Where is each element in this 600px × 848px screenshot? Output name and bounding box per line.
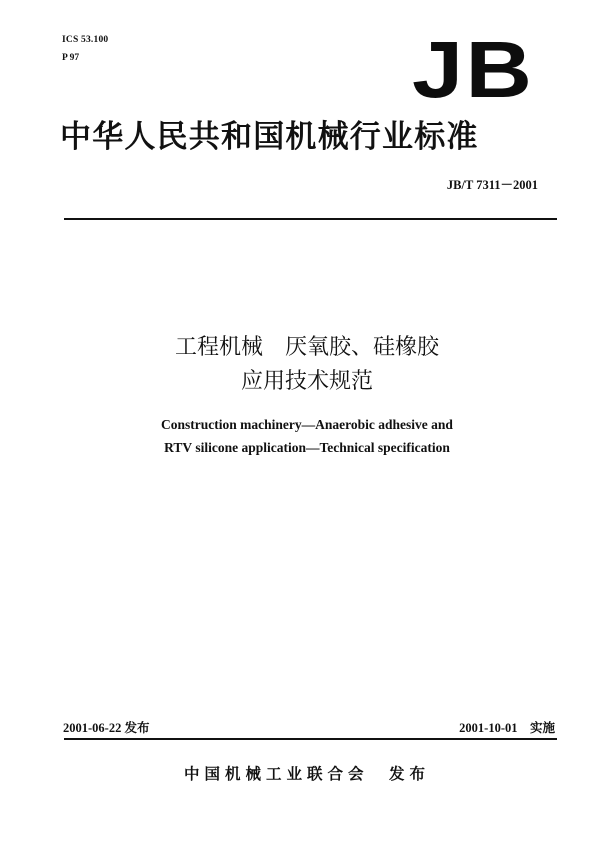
bottom-divider	[64, 738, 557, 740]
jb-logo: JB	[412, 25, 535, 114]
top-divider	[64, 218, 557, 220]
ccs-code: P 97	[62, 53, 80, 63]
english-title-line-1: Construction machinery—Anaerobic adhesive and	[161, 417, 453, 432]
chinese-title-line-2: 应用技术规范	[240, 369, 373, 394]
chinese-title-line-1: 工程机械 厌氧胶、硅橡胶	[174, 335, 439, 360]
ics-code: ICS 53.100	[62, 35, 109, 45]
standard-category-title: 中华人民共和国机械行业标准	[60, 119, 479, 155]
standard-number: JB/T 7311－2001	[446, 178, 538, 192]
english-title-line-2: RTV silicone application—Technical specification	[164, 440, 450, 455]
issue-date: 2001-06-22 发布	[63, 721, 150, 735]
implementation-date: 2001-10-01 实施	[459, 721, 555, 735]
publisher: 中国机械工业联合会 发布	[183, 765, 430, 783]
